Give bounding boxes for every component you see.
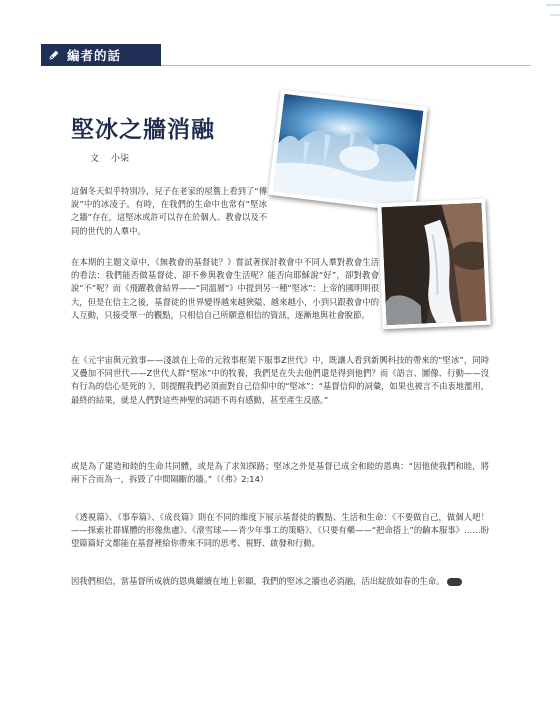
banner-rule: [161, 65, 531, 66]
paragraph-2: 在本期的主題文章中，《無教會的基督徒？》嘗試著探討教會中不同人羣對教會生活的看法：我們能否做基督徒、卻不參與教會生活呢？能否向耶穌說“好”，卻對教會說“不”呢？而《飛躍教會結界——“同溫層”》中提到另一種“堅冰”：上帝的國明明很大，但是在信主之後，基督徒的世界變得越來越狹隘、越來越小，小到只跟教會中的人互動，只接受單一的觀點，只相信自己所願意相信的資訊，逐漸地與社會脫節。: [71, 257, 379, 320]
page-edge-decoration: [546, 0, 560, 30]
paragraph-5: 《透視篇》、《事奉篇》、《成長篇》則在不同的維度下展示基督徒的觀點、生活和生命：《不要做自己，做個人吧！——探索社群媒體的形像焦慮》、《滾雪球——青少年事工的策略》、《只要有藥——“把命搭上”的齣本服事》……盼望篇篇好文都能在基督裡給你帶來不同的思考、視野、啟發和行動。: [71, 512, 489, 549]
article-title: 堅冰之牆消融: [71, 116, 215, 143]
byline-prefix: 文: [90, 154, 100, 164]
paragraph-6: [71, 575, 489, 588]
end-of-article-icon: [447, 578, 462, 586]
ice-cave-photo: [268, 89, 428, 212]
section-label: 編者的話: [67, 48, 122, 63]
waterfall-photo: [377, 199, 490, 330]
paragraph-4: 或是為了建造和睦的生命共同體，或是為了求知探路；堅冰之外是基督已成全和睦的恩典：“因他使我們和睦，將兩下合而為一，拆毀了中間隔斷的牆。”（《弗》2:14）: [71, 461, 489, 485]
paragraph-1: 這個冬天似乎特別冷，兒子在老家的屋簷上看到了“傳說”中的冰凌子。有時，在我們的生命中也常有“堅冰之牆”存在，這堅冰或許可以存在於個人、教會以及不同的世代的人羣中。: [71, 186, 267, 236]
paragraph-6-text: 因我們相信，當基督所成就的恩典繼續在地上彰顯，我們的堅冰之牆也必消融，活出綻放如春的生命。: [71, 576, 445, 586]
author-name: 小柒: [111, 154, 130, 164]
paragraph-3: 在《元宇宙與元敘事——淺談在上帝的元敘事框架下服事Z世代》中，既讓人看到新興科技的帶來的“堅冰”，同時又疊加不同世代——Z世代人群“堅冰”中的牧養，我們是在失去他們還是得到他們？而《語言、圖像、行動——沒有行為的信心是死的 》，則提醒我們必須面對自己信仰中的“堅冰”：“基督信仰的詞彙，如果也被言不由衷地濫用，最終的結果，就是人們對這些神聖的詞語不再有感動，甚至產生反感。”: [71, 355, 489, 405]
pen-nib-icon: [41, 44, 65, 66]
section-banner: [41, 44, 161, 66]
byline: [90, 151, 129, 164]
